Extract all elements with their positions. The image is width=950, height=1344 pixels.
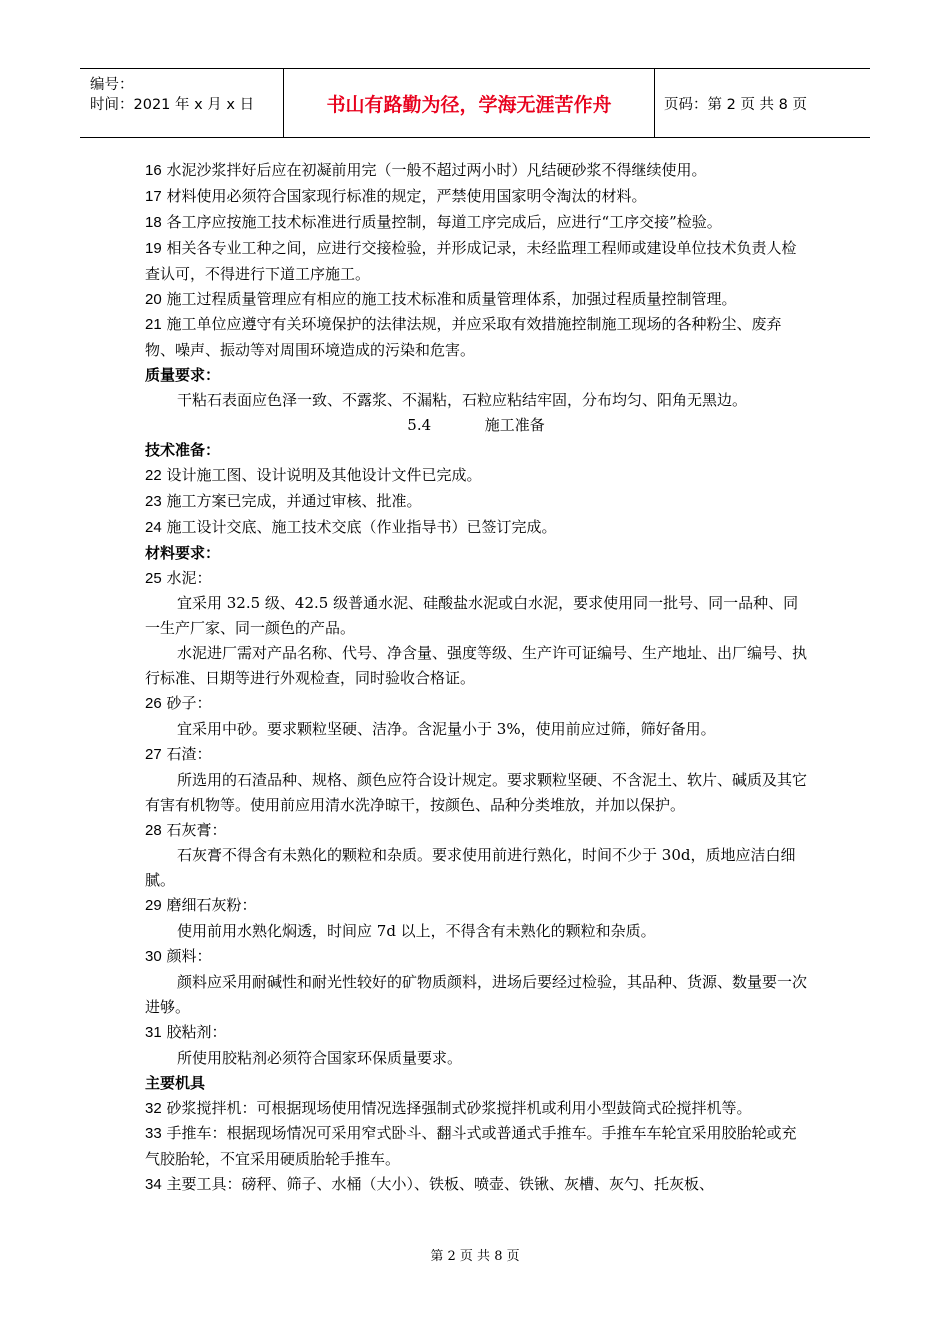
material-description: 所选用的石渣品种、规格、颜色应符合设计规定。要求颗粒坚硬、不含泥土、软片、碱质及其它有害有机物等。使用前应用清水洗净晾干，按颜色、品种分类堆放，并加以保护。 — [145, 770, 808, 814]
material-item — [145, 742, 807, 768]
tech-list — [145, 463, 807, 541]
item-number: 16 — [145, 162, 162, 179]
materials-heading: 材料要求： — [145, 543, 221, 562]
materials-list — [145, 566, 807, 1071]
item-text: 相关各专业工种之间，应进行交接检验，并形成记录，未经监理工程师或建设单位技术负责人检查认可，不得进行下道工序施工。 — [145, 238, 797, 283]
list-item — [145, 1172, 807, 1198]
material-item — [145, 1020, 807, 1046]
list-item — [145, 236, 807, 287]
section-number: 5.4 — [407, 416, 432, 435]
item-number: 33 — [145, 1125, 162, 1143]
material-item — [145, 818, 807, 844]
item-number: 24 — [145, 518, 162, 536]
material-title: 砂子： — [166, 694, 212, 713]
item-text: 施工设计交底、施工技术交底（作业指导书）已签订完成。 — [166, 517, 557, 536]
quality-text: 干粘石表面应色泽一致、不露浆、不漏粘，石粒应粘结牢固，分布均匀、阳角无黑边。 — [177, 391, 748, 410]
header-motto: 书山有路勤为径，学海无涯苦作舟 — [284, 69, 655, 137]
item-number: 18 — [145, 213, 162, 231]
list-item — [145, 515, 807, 541]
section-title: 施工准备 — [484, 416, 545, 435]
material-title: 颜料： — [166, 947, 212, 966]
item-number: 31 — [145, 1023, 162, 1041]
header-meta — [80, 69, 284, 137]
material-description: 所使用胶粘剂必须符合国家环保质量要求。 — [177, 1048, 463, 1067]
list-item — [145, 184, 807, 210]
item-number: 30 — [145, 948, 162, 966]
material-title: 石渣： — [166, 744, 212, 763]
material-item — [145, 944, 807, 970]
item-text: 材料使用必须符合国家现行标准的规定，严禁使用国家明令淘汰的材料。 — [166, 186, 647, 205]
list-item — [145, 158, 807, 184]
material-title: 水泥： — [166, 568, 212, 587]
machines-list — [145, 1096, 807, 1199]
section-heading — [145, 413, 807, 438]
material-item — [145, 893, 807, 919]
material-description: 使用前用水熟化焖透，时间应 7d 以上，不得含有未熟化的颗粒和杂质。 — [177, 922, 656, 941]
item-text: 施工过程质量管理应有相应的施工技术标准和质量管理体系，加强过程质量控制管理。 — [166, 289, 737, 308]
item-number: 21 — [145, 316, 162, 334]
time-label: 时间：2021 年 x 月 x 日 — [90, 97, 255, 113]
numbered-list-top — [145, 158, 807, 363]
document-body — [145, 158, 807, 1198]
list-item — [145, 489, 807, 515]
material-title: 磨细石灰粉： — [166, 896, 257, 915]
item-number: 28 — [145, 821, 162, 839]
item-text: 手推车：根据现场情况可采用窄式卧斗、翻斗式或普通式手推车。手推车车轮宜采用胶胎轮或充气胶胎轮，不宜采用硬质胎轮手推车。 — [145, 1124, 797, 1169]
quality-heading: 质量要求： — [145, 366, 221, 385]
item-number: 26 — [145, 695, 162, 713]
material-title: 石灰膏： — [166, 820, 227, 839]
material-description: 宜采用 32.5 级、42.5 级普通水泥、硅酸盐水泥或白水泥，要求使用同一批号、同一品种、同一生产厂家、同一颜色的产品。 — [145, 594, 799, 638]
material-description: 宜采用中砂。要求颗粒坚硬、洁净。含泥量小于 3%，使用前应过筛，筛好备用。 — [177, 719, 716, 738]
item-text: 施工方案已完成，并通过审核、批准。 — [166, 491, 422, 510]
item-text: 砂浆搅拌机：可根据现场使用情况选择强制式砂浆搅拌机或利用小型鼓筒式砼搅拌机等。 — [166, 1098, 752, 1117]
item-text: 设计施工图、设计说明及其他设计文件已完成。 — [166, 465, 482, 484]
header-page-number: 页码：第 2 页 共 8 页 — [664, 96, 807, 113]
list-item — [145, 1121, 807, 1172]
material-item — [145, 566, 807, 592]
tech-heading: 技术准备： — [145, 440, 221, 459]
material-item — [145, 691, 807, 717]
page-header — [80, 68, 870, 138]
item-text: 施工单位应遵守有关环境保护的法律法规，并应采取有效措施控制施工现场的各种粉尘、废弃物、噪声、振动等对周围环境造成的污染和危害。 — [145, 315, 782, 360]
list-item — [145, 1096, 807, 1122]
item-number: 17 — [145, 187, 162, 205]
list-item — [145, 210, 807, 236]
item-number: 27 — [145, 745, 162, 763]
list-item — [145, 463, 807, 489]
list-item — [145, 287, 807, 313]
item-text: 主要工具：磅秤、筛子、水桶（大小）、铁板、喷壶、铁锹、灰槽、灰勺、托灰板、 — [166, 1175, 714, 1194]
item-text: 水泥沙浆拌好后应在初凝前用完（一般不超过两小时）凡结硬砂浆不得继续使用。 — [166, 161, 707, 179]
item-text: 各工序应按施工技术标准进行质量控制，每道工序完成后，应进行“工序交接”检验。 — [166, 212, 722, 231]
item-number: 29 — [145, 897, 162, 915]
material-description: 水泥进厂需对产品名称、代号、净含量、强度等级、生产许可证编号、生产地址、出厂编号、执行标准、日期等进行外观检查，同时验收合格证。 — [145, 644, 808, 688]
list-item — [145, 312, 807, 363]
material-description: 颜料应采用耐碱性和耐光性较好的矿物质颜料，进场后要经过检验，其品种、货源、数量要一次进够。 — [145, 973, 808, 1016]
item-number: 22 — [145, 466, 162, 484]
material-title: 胶粘剂： — [166, 1022, 227, 1041]
page-footer: 第 2 页 共 8 页 — [430, 1249, 520, 1264]
item-number: 32 — [145, 1099, 162, 1117]
item-number: 20 — [145, 290, 162, 308]
item-number: 34 — [145, 1176, 162, 1194]
material-description: 石灰膏不得含有未熟化的颗粒和杂质。要求使用前进行熟化，时间不少于 30d，质地应洁白细腻。 — [145, 846, 796, 890]
item-number: 19 — [145, 239, 162, 257]
item-number: 25 — [145, 569, 162, 587]
machines-heading: 主要机具 — [145, 1073, 206, 1092]
item-number: 23 — [145, 492, 162, 510]
serial-label: 编号： — [90, 77, 134, 93]
